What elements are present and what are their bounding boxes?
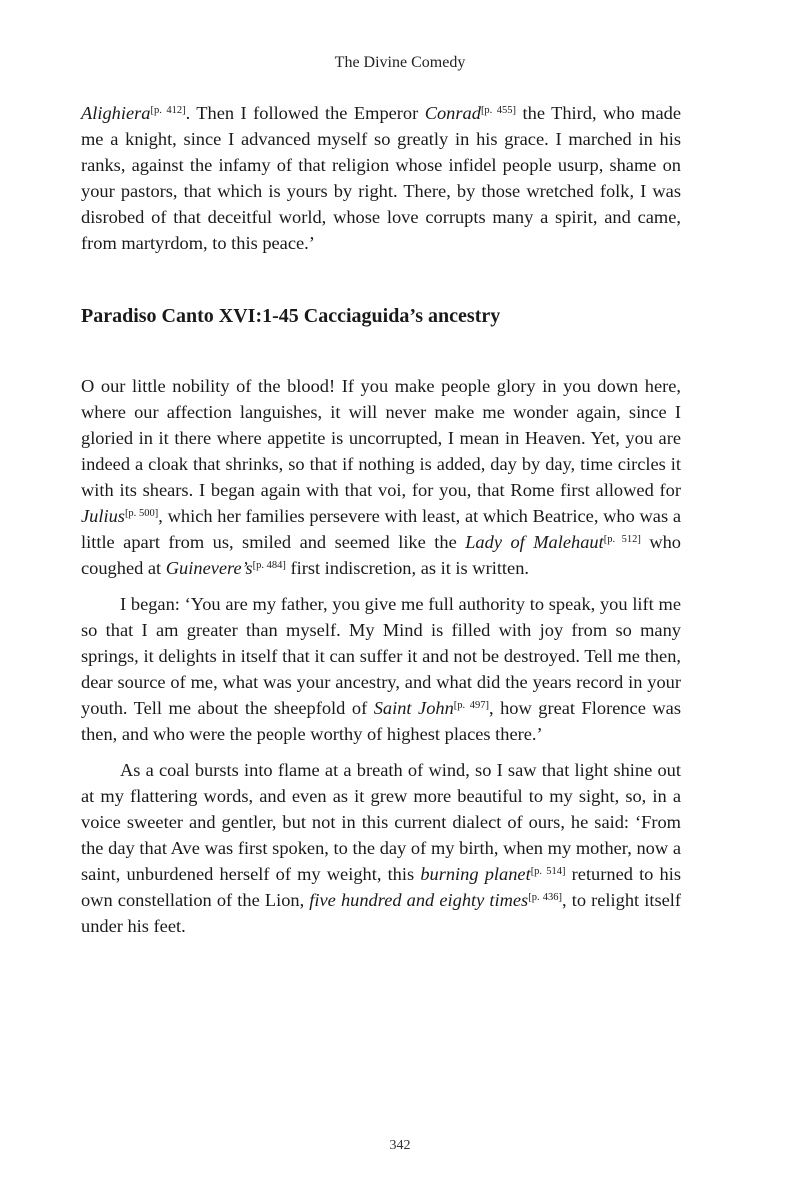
italic-name: Saint John xyxy=(373,698,454,718)
paragraph: As a coal bursts into flame at a breath of wind, so I saw that light shine out at my flattering words, and even as it grew more beautiful to my sight, so, in a voice sweeter and gentler, but not in this current dialect of ours, he said: ‘From the day that Ave was first spoken, to the day of my birth, when my mother, now a saint, unburdened herself of my weight, this burning planet[p. 514] returned to his own constellation of the Lion, five hundred and eighty times[p. 436], to relight itself under his feet. xyxy=(81,760,681,936)
paragraph: I began: ‘You are my father, you give me full authority to speak, you lift me so that I am greater than myself. My Mind is filled with joy from so many springs, it delights in itself that it can suffer it and not be destroyed. Tell me then, dear source of me, what was your ancestry, and what did the years record in your youth. Tell me about the sheepfold of Saint John[p. 497], how great Florence was then, and who were the people worthy of highest places there.’ xyxy=(81,594,682,744)
running-title: The Divine Comedy xyxy=(334,54,466,71)
page-reference-link[interactable]: [p. 436] xyxy=(528,892,562,903)
page-number: 342 xyxy=(389,1138,411,1153)
section-heading: Paradiso Canto XVI:1-45 Cacciaguida’s ancestry xyxy=(81,305,501,327)
italic-name: Conrad xyxy=(424,103,481,123)
page-reference-link[interactable]: [p. 497] xyxy=(453,700,489,711)
section-body xyxy=(81,373,681,939)
italic-name: Alighiera xyxy=(81,103,151,123)
paragraph: Alighiera[p. 412]. Then I followed the Emperor Conrad[p. 455] the Third, who made me a knight, since I advanced myself so greatly in his grace. I marched in his ranks, against the infamy of that religion whose infidel people usurp, shame on your pastors, that which is yours by right. There, by those wretched folk, I was disrobed of that deceitful world, whose love corrupts many a spirit, and came, from martyrdom, to this peace.’ xyxy=(81,103,681,253)
italic-name: Julius xyxy=(81,506,125,526)
continued-paragraph xyxy=(81,100,681,256)
page-reference-link[interactable]: [p. 412] xyxy=(150,105,186,116)
page-reference-link[interactable]: [p. 512] xyxy=(603,534,641,545)
italic-phrase: burning planet xyxy=(420,864,531,884)
page-reference-link[interactable]: [p. 484] xyxy=(252,560,286,571)
italic-name: Lady of Malehaut xyxy=(465,532,604,552)
page-reference-link[interactable]: [p. 455] xyxy=(480,105,517,116)
italic-name: Guinevere’s xyxy=(165,558,253,578)
page-reference-link[interactable]: [p. 500] xyxy=(124,508,159,519)
italic-phrase: five hundred and eighty times xyxy=(309,890,529,910)
page-reference-link[interactable]: [p. 514] xyxy=(530,866,566,877)
paragraph: O our little nobility of the blood! If you make people glory in you down here, where our affection languishes, it will never make me wonder again, since I gloried in it there where appetite is uncorrupted, I mean in Heaven. Yet, you are indeed a cloak that shrinks, so that if nothing is added, day by day, time circles it with its shears. I began again with that voi, for you, that Rome first allowed for Julius[p. 500], which her families persevere with least, at which Beatrice, who was a little apart from us, smiled and seemed like the Lady of Malehaut[p. 512] who coughed at Guinevere’s[p. 484] first indiscretion, as it is written. xyxy=(81,376,681,578)
